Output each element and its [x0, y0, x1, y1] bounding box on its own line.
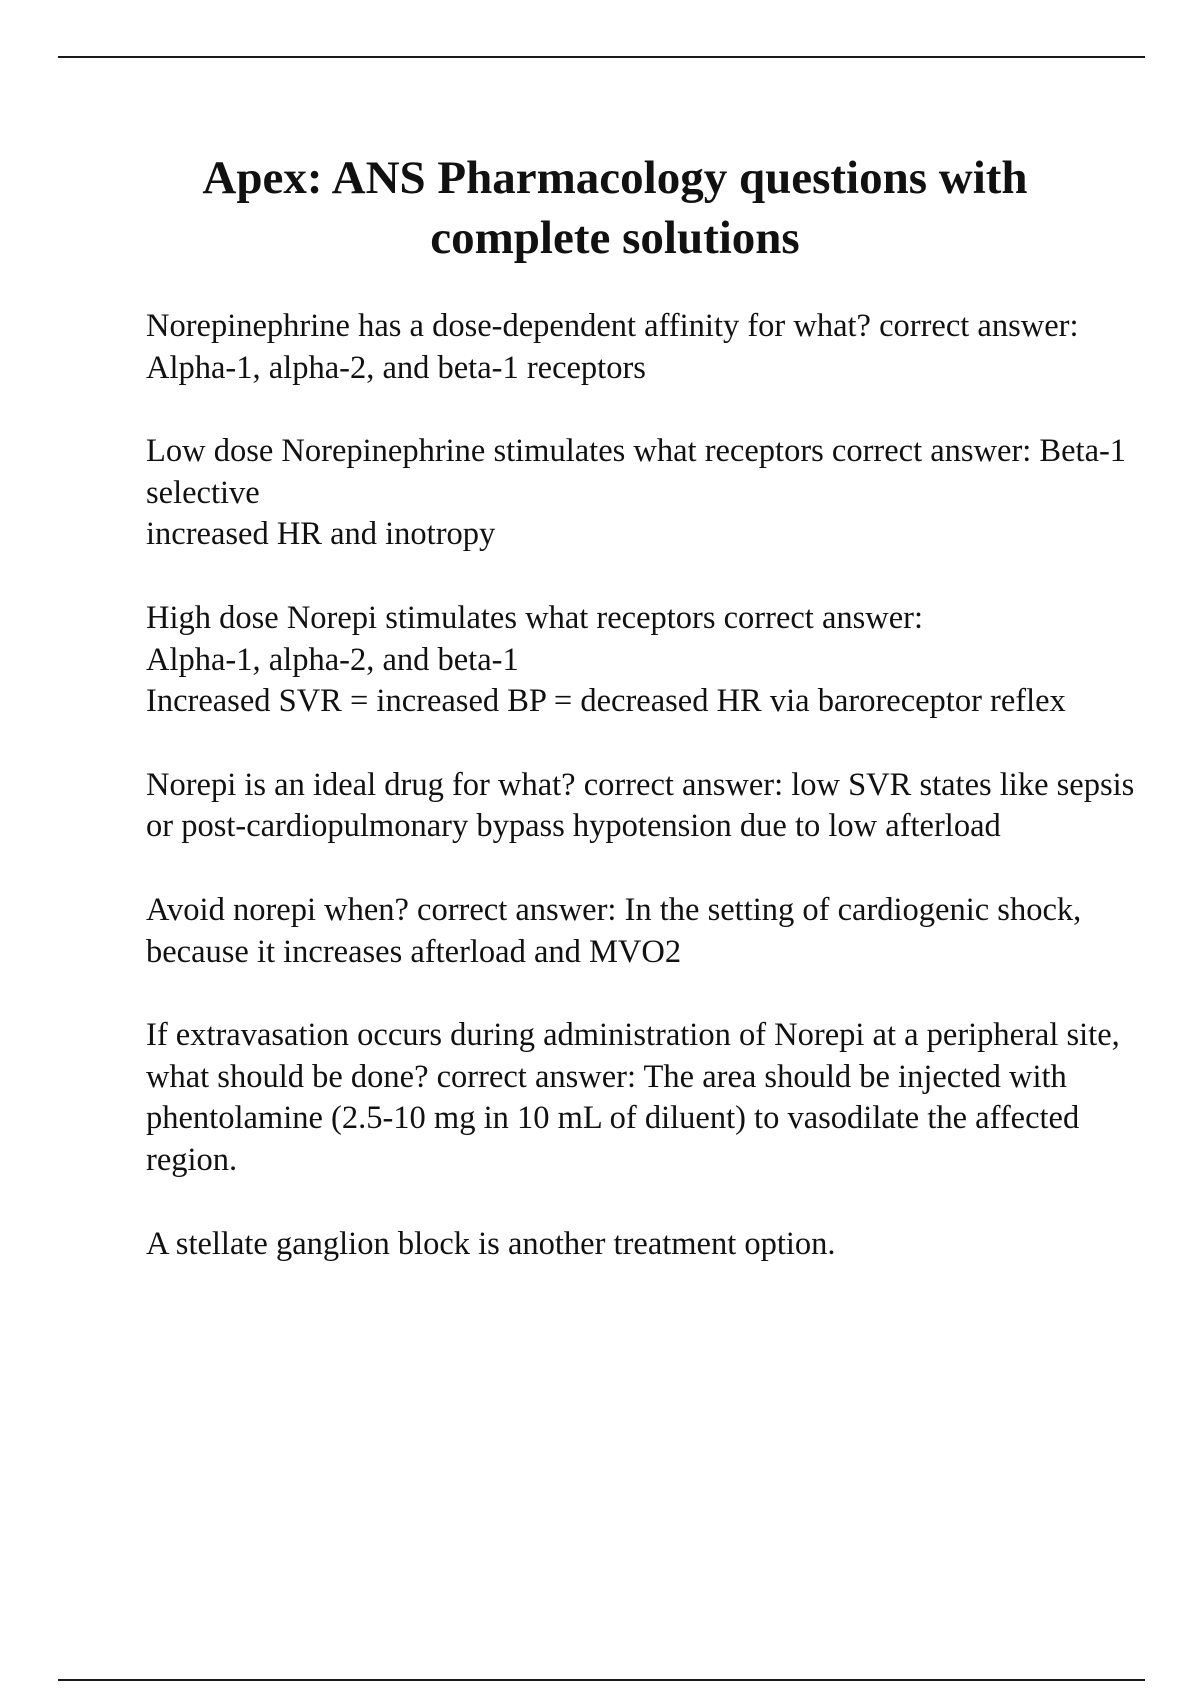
qa-text: increased HR and inotropy — [146, 516, 496, 553]
top-divider — [58, 56, 1145, 58]
qa-entry — [146, 1015, 1136, 1181]
qa-entry — [146, 765, 1136, 848]
qa-entry — [146, 598, 1136, 723]
qa-text: Low dose Norepinephrine stimulates what receptors correct answer: Beta-1 selective — [146, 433, 1127, 511]
page-title: Apex: ANS Pharmacology questions with complete solutions — [202, 152, 1028, 264]
qa-entry — [146, 306, 1136, 389]
qa-entry — [146, 890, 1136, 973]
qa-entry — [146, 1224, 1136, 1266]
qa-text: High dose Norepi stimulates what receptors correct answer: — [146, 599, 924, 636]
qa-text: Norepinephrine has a dose-dependent affinity for what? correct answer: Alpha-1, alpha-2, and beta-1 receptors — [146, 308, 1079, 386]
qa-list — [146, 306, 1136, 1307]
qa-text: Norepi is an ideal drug for what? correct answer: low SVR states like sepsis or post-cardiopulmonary bypass hypotension due to low afterload — [146, 766, 1135, 845]
qa-text: Increased SVR = increased BP = decreased HR via baroreceptor reflex — [146, 683, 1066, 720]
qa-entry — [146, 431, 1136, 556]
qa-text: Avoid norepi when? correct answer: In the setting of cardiogenic shock, because it increases afterload and MVO2 — [146, 891, 1082, 970]
qa-text: A stellate ganglion block is another treatment option. — [146, 1225, 836, 1262]
qa-text: Alpha-1, alpha-2, and beta-1 — [146, 641, 519, 678]
bottom-divider — [58, 1679, 1145, 1681]
qa-text: If extravasation occurs during administration of Norepi at a peripheral site, what should be done? correct answer: The area should be injected with phentolamine (2.5-10 mg in 10 mL of diluent) to vasodilate the affected region. — [146, 1017, 1120, 1178]
